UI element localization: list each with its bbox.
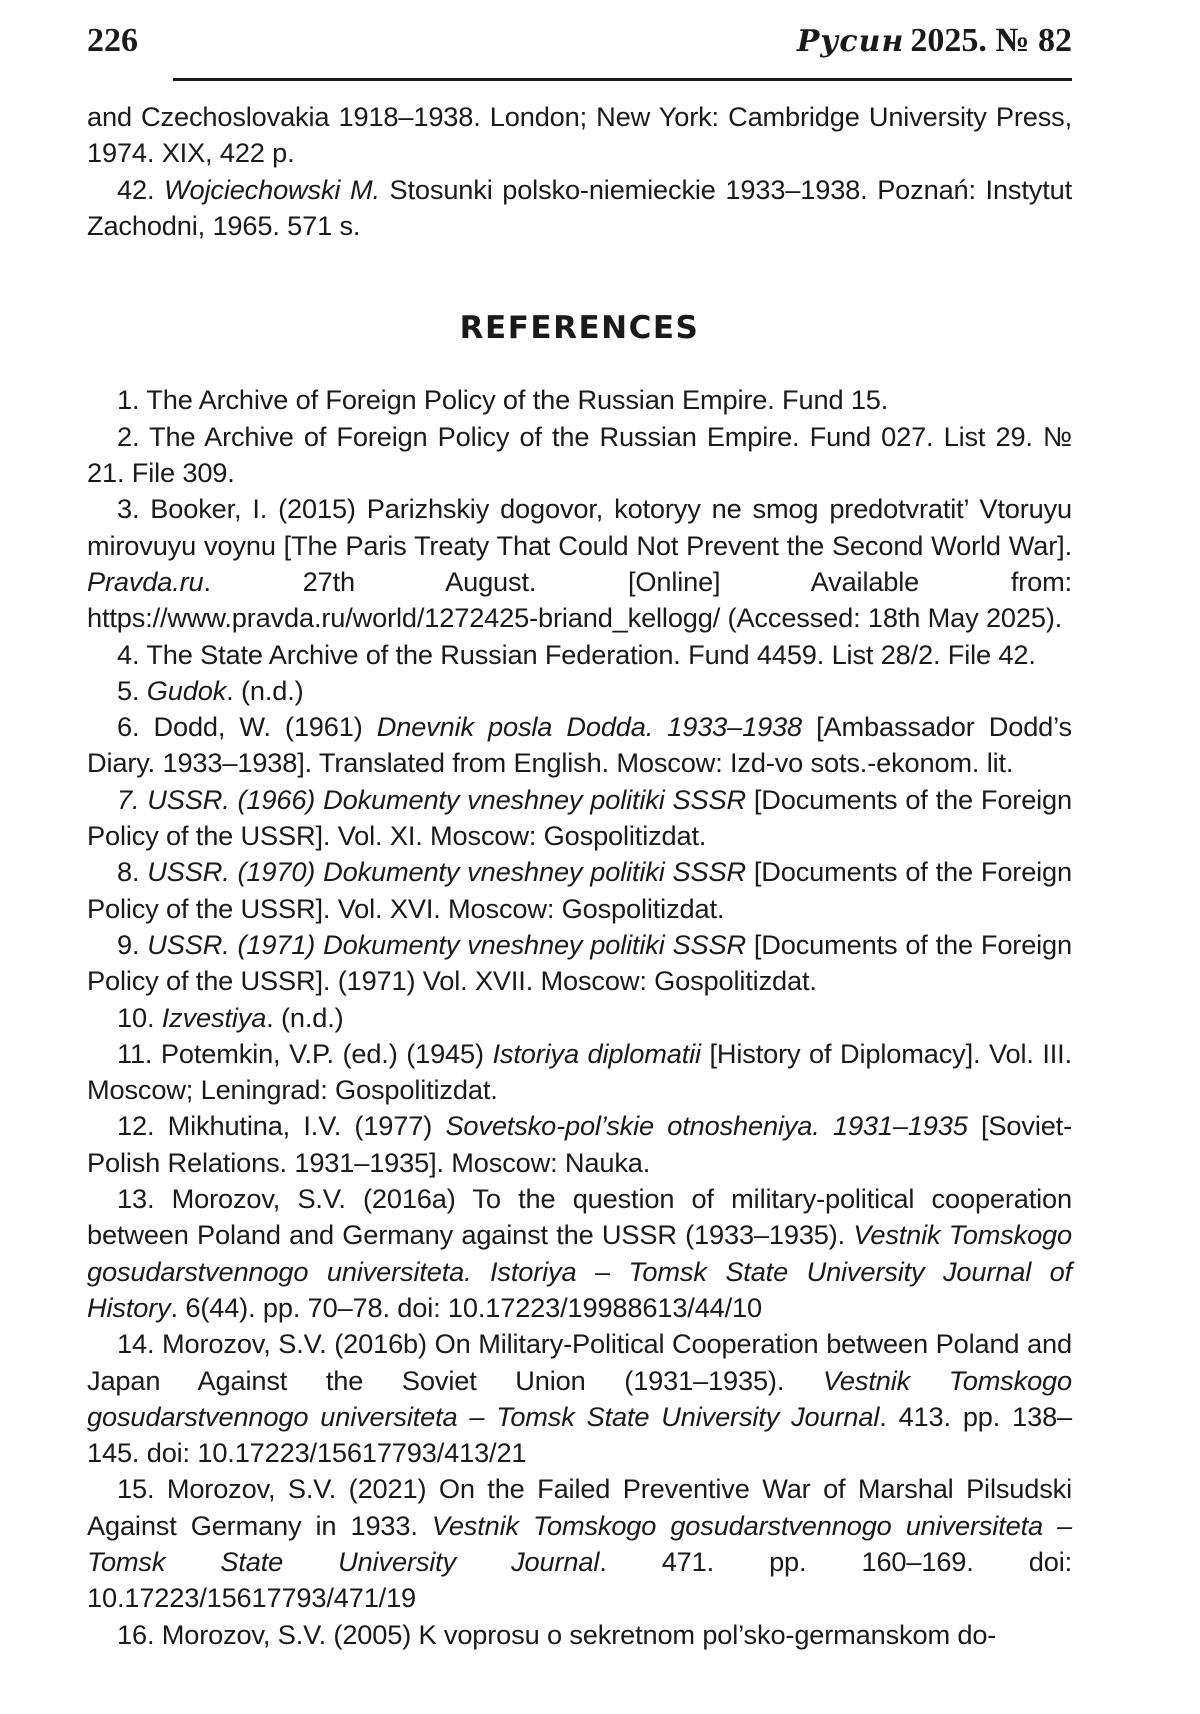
ref-italic-title: Dnevnik posla Dodda. 1933–1938 bbox=[376, 711, 802, 743]
ref-text: 3. Booker, I. (2015) Parizhskiy dogovor, kotoryy ne smog predotvratit’ Vtoruyu mirovuyu voynu [The Paris Treaty That Could Not Prevent the Second World War]. bbox=[87, 493, 1072, 561]
ref-text: [Ambassador Dodd’s Diary. 1933–1938]. Translated from English. Moscow: Izd-vo sots.-ekonom. lit. bbox=[87, 711, 1072, 779]
journal-issue: 2025. № 82 bbox=[910, 22, 1072, 59]
ref-italic-title: Vestnik Tomskogo gosudarstvennogo universiteta. Istoriya – Tomsk State University Journal of History bbox=[87, 1219, 1072, 1323]
reference-item bbox=[87, 673, 1072, 709]
journal-name: Русин bbox=[796, 24, 905, 59]
journal-title bbox=[797, 22, 1072, 60]
page bbox=[87, 22, 1072, 1653]
ref-text: 12. Mikhutina, I.V. (1977) bbox=[117, 1110, 446, 1142]
ref-text: 9. bbox=[117, 928, 148, 960]
ref-italic-title: USSR. (1971) Dokumenty vneshney politiki SSSR bbox=[147, 928, 746, 960]
ref-number: 42. bbox=[117, 173, 164, 205]
ref-italic-title: Istoriya diplomatii bbox=[492, 1037, 701, 1069]
ref-italic-title: Sovetsko-pol’skie otnosheniya. 1931–1935 bbox=[445, 1110, 968, 1142]
ref-text: 6. Dodd, W. (1961) bbox=[117, 711, 377, 743]
ref-italic-title: Vestnik Tomskogo gosudarstvennogo universiteta – Tomsk State University Journal bbox=[87, 1509, 1072, 1577]
reference-item bbox=[87, 1617, 1072, 1653]
reference-item bbox=[87, 419, 1072, 492]
reference-item bbox=[87, 382, 1072, 418]
ref-text: 14. Morozov, S.V. (2016b) On Military-Political Cooperation between Poland and Japan Against the Soviet Union (1931–1935). bbox=[87, 1328, 1072, 1396]
ref-italic-title: Gudok bbox=[146, 674, 227, 706]
ref-italic-title: Izvestiya bbox=[161, 1001, 267, 1033]
ref-text: 11. Potemkin, V.P. (ed.) (1945) bbox=[117, 1037, 493, 1069]
ref-text: 13. Morozov, S.V. (2016a) To the question of military-political cooperation between Poland and Germany against the USSR (1933–1935). bbox=[87, 1183, 1072, 1251]
ref-author: Wojciechowski M. bbox=[164, 173, 380, 205]
ref-text: 8. bbox=[117, 856, 148, 888]
ref-text: . (n.d.) bbox=[226, 674, 304, 706]
page-number: 226 bbox=[87, 22, 138, 59]
reference-item bbox=[87, 1181, 1072, 1326]
references-list bbox=[87, 382, 1072, 1652]
ref-text: [Soviet-Polish Relations. 1931–1935]. Moscow: Nauka. bbox=[87, 1110, 1072, 1178]
references-heading: REFERENCES bbox=[459, 310, 700, 347]
reference-item bbox=[87, 491, 1072, 636]
reference-item bbox=[87, 1471, 1072, 1616]
ref-italic-title: Vestnik Tomskogo gosudarstvennogo universiteta – Tomsk State University Journal bbox=[87, 1364, 1072, 1432]
ref-text: [Documents of the Foreign Policy of the USSR]. Vol. XI. Moscow: Gospolitizdat. bbox=[87, 783, 1072, 852]
ref-text: . 413. pp. 138–145. doi: 10.17223/15617793/413/21 bbox=[87, 1400, 1073, 1469]
ref-text: 2. The Archive of Foreign Policy of the Russian Empire. Fund 027. List 29. № 21. File 309. bbox=[87, 420, 1072, 489]
reference-42 bbox=[87, 172, 1072, 245]
reference-item bbox=[87, 1326, 1072, 1471]
ref-text: . (n.d.) bbox=[266, 1001, 344, 1033]
reference-item bbox=[87, 709, 1072, 782]
ref-text: 1. The Archive of Foreign Policy of the Russian Empire. Fund 15. bbox=[117, 384, 889, 416]
reference-item bbox=[87, 1108, 1072, 1181]
ref-text: . 6(44). pp. 70–78. doi: 10.17223/19988613/44/10 bbox=[170, 1291, 762, 1323]
ref-text: . 471. pp. 160–169. doi: 10.17223/15617793/471/19 bbox=[87, 1545, 1072, 1614]
ref-italic-title: USSR. (1970) Dokumenty vneshney politiki SSSR bbox=[147, 856, 746, 888]
reference-item bbox=[87, 637, 1072, 673]
header-rule bbox=[173, 78, 1072, 81]
reference-item bbox=[87, 854, 1072, 927]
reference-item bbox=[87, 1036, 1072, 1109]
ref-italic-title: Pravda.ru bbox=[87, 565, 204, 597]
ref-text: [History of Diplomacy]. Vol. III. Moscow; Leningrad: Gospolitizdat. bbox=[87, 1037, 1072, 1106]
running-head bbox=[87, 22, 1072, 74]
ref-text: 4. The State Archive of the Russian Federation. Fund 4459. List 28/2. File 42. bbox=[117, 638, 1036, 670]
ref-text: . 27th August. [Online] Available from: https://www.pravda.ru/world/1272425-briand_kellogg/ (Accessed: 18th May 2025). bbox=[87, 565, 1072, 634]
ref-text: [Documents of the Foreign Policy of the USSR]. Vol. XVI. Moscow: Gospolitizdat. bbox=[87, 856, 1072, 924]
ref-text: 16. Morozov, S.V. (2005) K voprosu o sekretnom pol’sko-germanskom do- bbox=[117, 1618, 997, 1650]
ref-details: Stosunki polsko-niemieckie 1933–1938. Poznań: Instytut Zachodni, 1965. 571 s. bbox=[87, 173, 1072, 241]
ref-text: 10. bbox=[117, 1001, 162, 1033]
ref-text: 15. Morozov, S.V. (2021) On the Failed Preventive War of Marshal Pilsudski Against Germany in 1933. bbox=[87, 1473, 1072, 1541]
reference-41-continuation: and Czechoslovakia 1918–1938. London; New York: Cambridge University Press, 1974. XIX, 422 p. bbox=[87, 101, 1072, 169]
reference-item bbox=[87, 1000, 1072, 1036]
ref-text: 5. bbox=[117, 674, 147, 706]
ref-text: [Documents of the Foreign Policy of the USSR]. (1971) Vol. XVII. Moscow: Gospolitizdat. bbox=[87, 928, 1072, 997]
reference-item bbox=[87, 782, 1072, 855]
body-text bbox=[87, 99, 1072, 1653]
reference-item bbox=[87, 927, 1072, 1000]
ref-italic-title: 7. USSR. (1966) Dokumenty vneshney politiki SSSR bbox=[117, 783, 746, 815]
